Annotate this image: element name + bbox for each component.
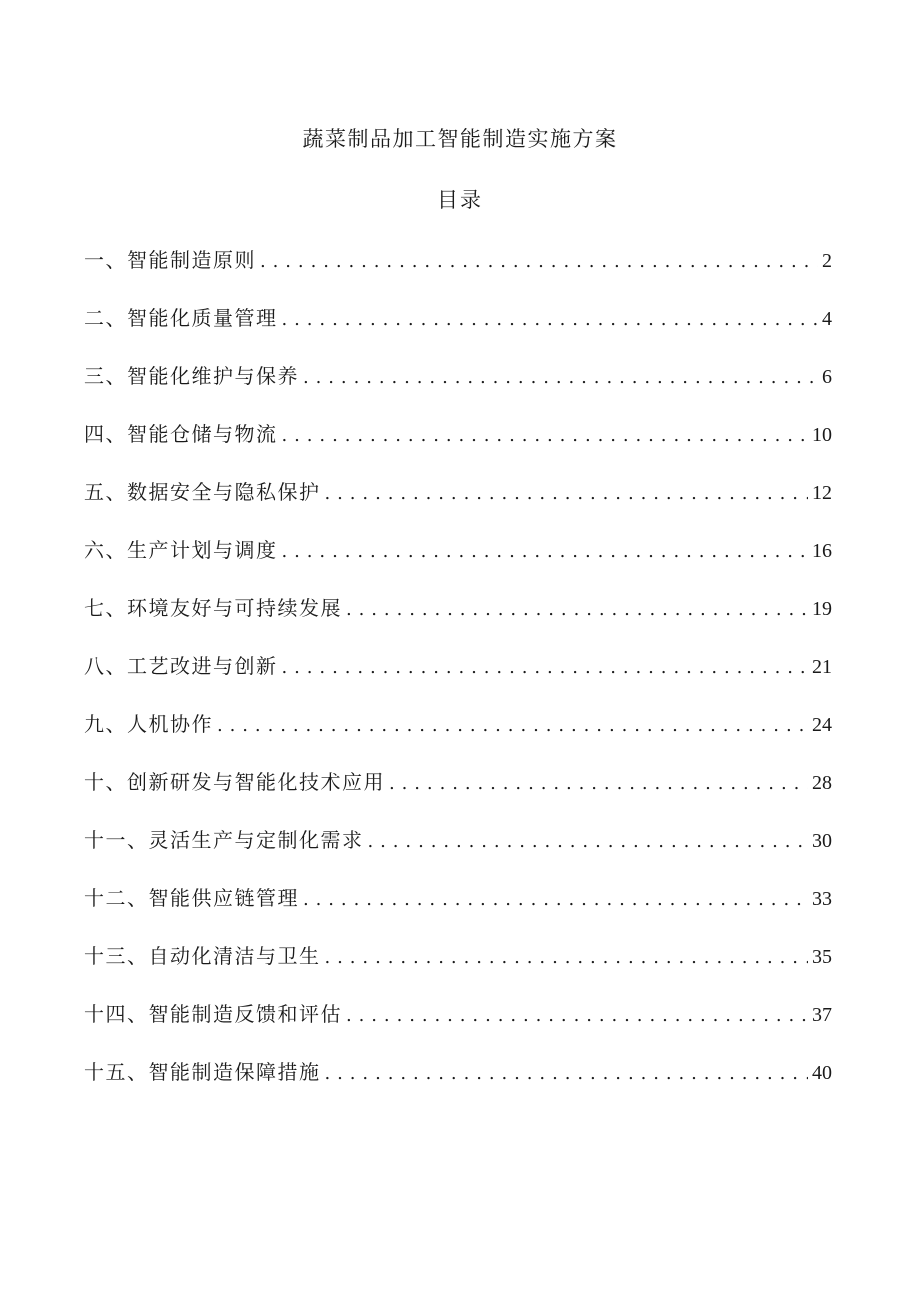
toc-entry[interactable]: [84, 594, 832, 652]
toc-leader-dots: [303, 884, 808, 914]
toc-entry[interactable]: [84, 884, 832, 942]
toc-leader-dots: [282, 652, 809, 682]
toc-entry-label[interactable]: 八、工艺改进与创新: [84, 654, 278, 678]
toc-entry-page[interactable]: 2: [822, 250, 832, 272]
toc-leader-dots: [282, 536, 809, 566]
toc-entry-page[interactable]: 21: [812, 656, 832, 678]
toc-entry[interactable]: [84, 478, 832, 536]
toc-entry[interactable]: [84, 304, 832, 362]
toc-entry-label[interactable]: 十四、智能制造反馈和评估: [84, 1002, 342, 1026]
toc-entry-label[interactable]: 七、环境友好与可持续发展: [84, 596, 342, 620]
toc-entry-label[interactable]: 十、创新研发与智能化技术应用: [84, 770, 385, 794]
toc-entry-label[interactable]: 十一、灵活生产与定制化需求: [84, 828, 364, 852]
toc-entry-page[interactable]: 10: [812, 424, 832, 446]
toc-leader-dots: [282, 304, 819, 334]
toc-entry-label[interactable]: 十五、智能制造保障措施: [84, 1060, 321, 1084]
toc-entry-label[interactable]: 二、智能化质量管理: [84, 306, 278, 330]
toc-entry-page[interactable]: 12: [812, 482, 832, 504]
toc-entry-label[interactable]: 四、智能仓储与物流: [84, 422, 278, 446]
toc-entry-label[interactable]: 一、智能制造原则: [84, 248, 256, 272]
toc-leader-dots: [368, 826, 809, 856]
toc-leader-dots: [389, 768, 808, 798]
toc-entry-page[interactable]: 28: [812, 772, 832, 794]
toc-leader-dots: [217, 710, 808, 740]
toc-entry[interactable]: [84, 652, 832, 710]
toc-leader-dots: [346, 1000, 808, 1030]
toc-entry[interactable]: [84, 1058, 832, 1116]
toc-entry[interactable]: [84, 362, 832, 420]
toc-entry-label[interactable]: 十三、自动化清洁与卫生: [84, 944, 321, 968]
toc-entry[interactable]: [84, 710, 832, 768]
toc-entry-page[interactable]: 4: [822, 308, 832, 330]
toc-entry[interactable]: [84, 246, 832, 304]
toc-entry-page[interactable]: 33: [812, 888, 832, 910]
toc-leader-dots: [325, 1058, 809, 1088]
toc-entry-page[interactable]: 40: [812, 1062, 832, 1084]
toc-entry[interactable]: [84, 536, 832, 594]
toc-leader-dots: [303, 362, 818, 392]
toc-entry-label[interactable]: 三、智能化维护与保养: [84, 364, 299, 388]
toc-entry-label[interactable]: 五、数据安全与隐私保护: [84, 480, 321, 504]
toc-entry-page[interactable]: 19: [812, 598, 832, 620]
toc-leader-dots: [282, 420, 809, 450]
toc-entry-page[interactable]: 24: [812, 714, 832, 736]
toc-entry[interactable]: [84, 826, 832, 884]
toc-leader-dots: [325, 478, 809, 508]
toc-entry-page[interactable]: 30: [812, 830, 832, 852]
toc-leader-dots: [325, 942, 809, 972]
toc-entry-page[interactable]: 35: [812, 946, 832, 968]
toc-entry-page[interactable]: 6: [822, 366, 832, 388]
toc-entry[interactable]: [84, 942, 832, 1000]
toc-entry-page[interactable]: 37: [812, 1004, 832, 1026]
document-title: 蔬菜制品加工智能制造实施方案: [302, 127, 618, 151]
toc-entry-label[interactable]: 六、生产计划与调度: [84, 538, 278, 562]
toc-leader-dots: [346, 594, 808, 624]
toc-entry-label[interactable]: 十二、智能供应链管理: [84, 886, 299, 910]
toc-entry[interactable]: [84, 768, 832, 826]
toc-entry-page[interactable]: 16: [812, 540, 832, 562]
toc-entry[interactable]: [84, 1000, 832, 1058]
toc-entry-label[interactable]: 九、人机协作: [84, 712, 213, 736]
toc-heading: 目录: [437, 188, 483, 212]
toc-entry[interactable]: [84, 420, 832, 478]
table-of-contents: [84, 246, 832, 1116]
toc-leader-dots: [260, 246, 818, 276]
